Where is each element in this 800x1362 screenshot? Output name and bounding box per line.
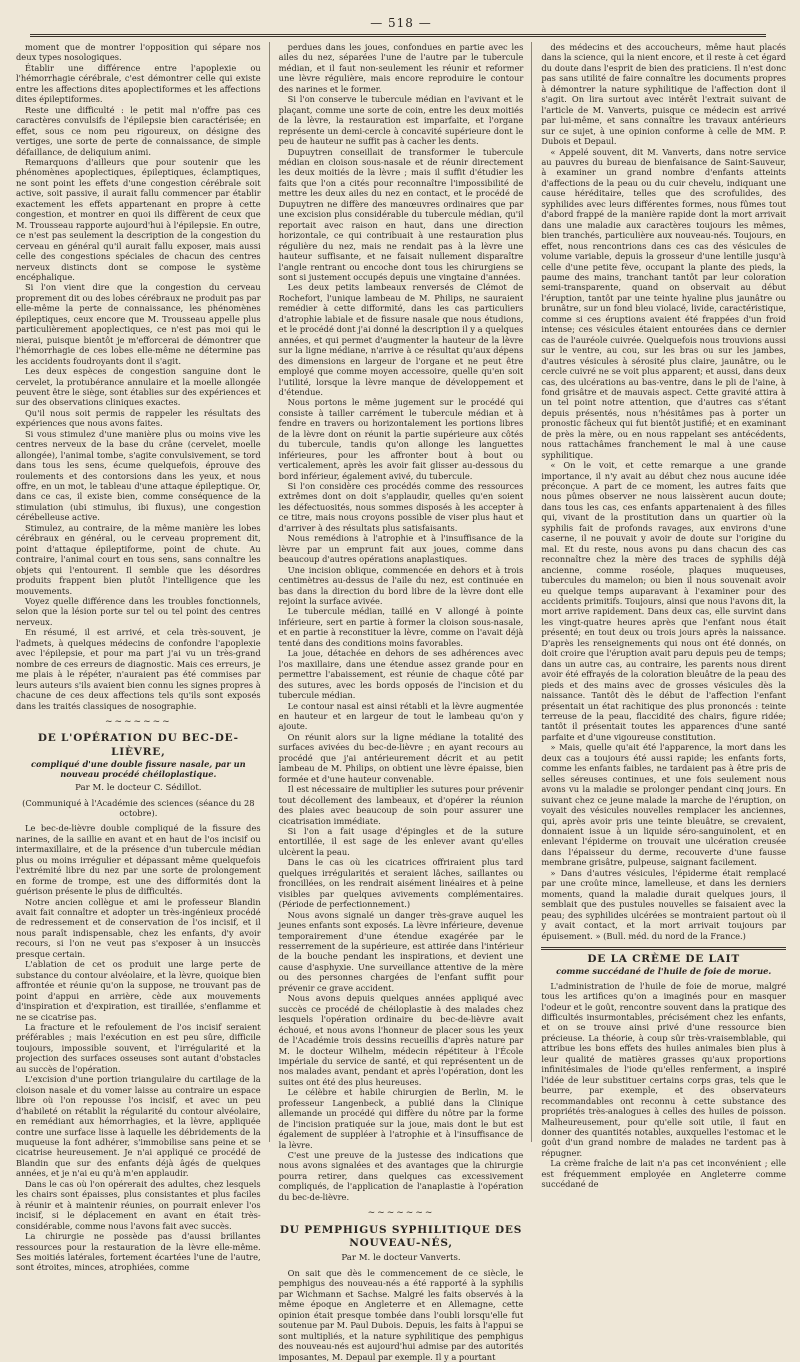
paragraph: La chirurgie ne possède pas d'aussi brillantes ressources pour la restauration de la lèvre elle-même. Ses moitiés latérales, fortement écartées l'une de l'autre, sont étroites, minces, atrophiées, comme — [16, 1231, 261, 1273]
paragraph: Nous portons le même jugement sur le procédé qui consiste à tailler carrément le tubercule médian et à fendre en travers ou horizontalement les portions libres de la lèvre dont on réunit la partie supérieure aux côtés du tubercule, tandis qu'on allonge les languettes inférieures, pour les affronter bout à bout ou verticalement, après les avoir fait glisser au-dessous du bord inférieur, également avivé, du tubercule. — [278, 397, 524, 481]
paragraph: On sait que dès le commencement de ce siècle, le pemphigus des nouveau-nés a été rapporté à la syphilis par Wichmann et Sachse. Malgré les faits observés à la même époque en Angleterre et en Allemagne, cette opinion était presque tombée dans l'oubli lorsqu'elle fut soutenue par M. Paul Dubois. Depuis, les faits à l'appui se sont multipliés, et la nature syphilitique des pemphigus des nouveau-nés est aujourd'hui admise par des autorités imposantes, M. Depaul par exemple. Il y a pourtant — [278, 1267, 524, 1362]
col3-article-body — [541, 981, 786, 1190]
article-heading — [541, 953, 786, 977]
paragraph: Une incision oblique, commencée en dehors et à trois centimètres au-dessus de l'aile du nez, est continuée en bas dans la direction du bord libre de la lèvre dont elle rejoint la surface avivée. — [278, 564, 524, 607]
paragraph: Nous avons signalé un danger très-grave auquel les jeunes enfants sont exposés. La lèvre inférieure, devenue temporairement d'une étendue exagérée par le resserrement de la supérieure, est attirée dans l'intérieur de la bouche pendant les inspirations, et devient une cause d'asphyxie. Une surveillance attentive de la mère ou des personnes chargées de l'enfant suffit pour prévenir ce grave accident. — [278, 909, 524, 993]
paragraph: Dans le cas où l'on opérerait des adultes, chez lesquels les chairs sont épaisses, plus consistantes et plus faciles à réunir et à maintenir réunies, on pourrait enlever l'os incisif, si le déplacement en avant en était très-considérable, comme nous l'avons fait avec succès. — [16, 1178, 261, 1231]
paragraph: Les deux petits lambeaux renversés de Clémot de Rochefort, l'unique lambeau de M. Philips, ne sauraient remédier à cette difformité, dans les cas particuliers d'atrophie labiale et de fissure nasale que nous étudions, et le procédé dont j'ai donné la description il y a quelques années, et qui permet d'augmenter la hauteur de la lèvre sur la ligne médiane, n'arrive à ce résultat qu'aux dépens des dimensions en largeur de l'organe et ne peut être employé que comme moyen accessoire, quelle qu'en soit l'utilité, lorsque la lèvre manque de développement et d'étendue. — [278, 282, 524, 397]
paragraph: Si l'on conserve le tubercule médian en l'avivant et le plaçant, comme une sorte de coin, entre les deux moitiés de la lèvre, la restauration est imparfaite, et l'organe représente un demi-cercle à concavité supérieure dont le peu de hauteur ne suffit pas à cacher les dents. — [278, 94, 524, 147]
col2-article-body — [279, 1268, 524, 1362]
paragraph: « Appelé souvent, dit M. Vanverts, dans notre service au pauvres du bureau de bienfaisance de Saint-Sauveur, à examiner un grand nombre d'enfants atteints d'affections de la peau ou du cuir chevelu, indiquant une cause héréditaire, telles que des scrofulides, des syphilides avec leurs différentes formes, nous fûmes tout d'abord frappé de la manière rapide dont la mort arrivait dans une maladie aux caractères toujours les mêmes, bien tranchés, particulière aux nouveau-nés. Toujours, en effet, nous rencontrions dans ces cas des vésicules de volume variable, depuis la grosseur d'une lentille jusqu'à celle d'une petite fève, occupant la plante des pieds, la paume des mains, tranchant tantôt par leur coloration semi-transparente, quand on observait au début l'éruption, tantôt par une teinte hyaline plus jaunâtre ou brunâtre, sur un fond bleu violacé, livide, caractéristique, comme si ces éruptions avaient été frappées d'un froid intense; ces vésicules étaient entourées dans ce dernier cas de l'auréole cuivrée. Quelquefois nous trouvions aussi sur le ventre, au cou, sur les bras ou sur les jambes, d'autres vésicules à sérosité plus claire, jaunâtre, ou le cercle cuivré ne se voit plus apparent; et aussi, dans deux cas, des ulcérations au bas-ventre, dans le pli de l'aine, à fond grisâtre et de mauvais aspect. Cette gravité attira à un tel point notre attention, que d'autres cas s'étant depuis présentés, nous n'hésitâmes pas à porter un pronostic fâcheux qui fut bientôt justifié; et en examinant de près la mère, ou en nous rappelant ses antécédents, nous rattachâmes franchement le mal à une cause syphilitique. — [541, 146, 787, 460]
paragraph: L'administration de l'huile de foie de morue, malgré tous les artifices qu'on a imaginés pour en masquer l'odeur et le goût, rencontre souvent dans la pratique des difficultés insurmontables, précisément chez les enfants, et on se trouve ainsi privé d'une ressource bien précieuse. La théorie, à coup sûr très-vraisemblable, qui attribue les bons effets des huiles animales bien plus à leur qualité de matières grasses qu'aux proportions infinitésimales de l'iode qu'elles renferment, a inspiré l'idée de leur substituer certains corps gras, tels que le beurre, par exemple, et des observateurs recommandables ont reconnu à cette substance des propriétés très-analogues à celles des huiles de poisson. Malheureusement, pour qu'elle soit utile, il faut en donner des quantités notables, auxquelles l'estomac et le goût d'un grand nombre de malades ne tardent pas à répugner. — [541, 980, 787, 1158]
paragraph: Dupuytren conseillait de transformer le tubercule médian en cloison sous-nasale et de réunir directement les deux moitiés de la lèvre ; mais il suffit d'étudier les faits que l'on a cités pour reconnaître l'impossibilité de mettre les deux ailes du nez en contact, et le procédé de Dupuytren ne diffère des manœuvres ordinaires que par une excision plus considérable du tubercule médian, qu'il reportait avec raison en haut, dans une direction horizontale, ce qui contribuait à une restauration plus régulière du nez, mais ne rendait pas à la lèvre une hauteur suffisante, et ne faisait nullement disparaître l'angle rentrant ou encoche dont tous les chirurgiens se sont si justement occupés depuis une vingtaine d'années. — [278, 146, 524, 282]
paragraph: On réunit alors sur la ligne médiane la totalité des surfaces avivées du bec-de-lièvre ; en ayant recours au procédé que j'ai antérieurement décrit et au petit lambeau de M. Philips, on obtient une lèvre épaisse, bien formée et d'une hauteur convenable. — [278, 731, 524, 784]
paragraph: Le célèbre et habile chirurgien de Berlin, M. le professeur Langenbeck, a publié dans la Clinique allemande un procédé qui diffère du nôtre par la forme de l'incision pratiquée sur la joue, mais dont le but est également de suppléer à l'atrophie et à l'insuffisance de la lèvre. — [278, 1087, 524, 1150]
paragraph: En résumé, il est arrivé, et cela très-souvent, je l'admets, à quelques médecins de confondre l'apoplexie avec l'épilepsie, et pour ma part j'ai vu un très-grand nombre de ces erreurs de diagnostic. Mais ces erreurs, je me plais à le répéter, n'auraient pas été commises par leurs auteurs s'ils avaient bien connu les signes propres à chacune de ces deux affections tels qu'ils sont exposés dans les traités classiques de nosographie. — [16, 627, 261, 711]
paragraph: Nous avons depuis quelques années appliqué avec succès ce procédé de chéiloplastie à des malades chez lesquels l'opération ordinaire du bec-de-lièvre avait échoué, et nous avons l'honneur de placer sous les yeux de l'Académie trois dessins recueillis d'après nature par M. le docteur Wilhelm, médecin répétiteur à l'École impériale du service de santé, et qui représentent un de nos malades avant, pendant et après l'opération, dont les suites ont été des plus heureuses. — [278, 993, 524, 1087]
column-3 — [541, 42, 787, 1190]
column-2 — [278, 42, 533, 1362]
paragraph: Établir une différence entre l'apoplexie ou l'hémorrhagie cérébrale, c'est démontrer celle qui existe entre les affections dites apoplectiformes et les affections dites épileptiformes. — [16, 62, 261, 105]
page-header — [16, 0, 786, 36]
paragraph: Dans le cas où les cicatrices offriraient plus tard quelques irrégularités et seraient lâches, saillantes ou froncillées, on les rendrait aisément linéaires et à peine visibles par quelques avivements complémentaires. (Période de perfectionnement.) — [278, 857, 524, 910]
paragraph: Il est nécessaire de multiplier les sutures pour prévenir tout décollement des lambeaux, et d'opérer la réunion des plaies avec beaucoup de soin pour assurer une cicatrisation immédiate. — [278, 784, 524, 826]
col3-body — [541, 42, 786, 941]
paragraph: » Dans d'autres vésicules, l'épiderme était remplacé par une croûte mince, lamelleuse, et dans les derniers moments, quand la maladie durait quelques jours, il semblait que des pustules nouvelles se faisaient avec la peau; des syphilides ulcérées se montraient partout où il y avait contact, et la mort arrivait toujours par épuisement. » (Bull. méd. du nord de la France.) — [541, 867, 787, 941]
paragraph: Si l'on considère ces procédés comme des ressources extrêmes dont on doit s'applaudir, quelles qu'en soient les défectuosités, nous sommes disposés à les accepter à ce titre, mais nous croyons possible de viser plus haut et d'arriver à des résultats plus satisfaisants. — [278, 481, 524, 533]
paragraph: L'ablation de cet os produit une large perte de substance du contour alvéolaire, et la lèvre, quoique bien affrontée et réunie qu'on la suppose, ne trouvant pas de point d'appui en arrière, cède aux mouvements d'inspiration et d'expiration, est tiraillée, s'enflamme et ne se cicatrise pas. — [16, 959, 261, 1022]
paragraph: « On le voit, et cette remarque a une grande importance, il n'y avait au début chez nous aucune idée préconçue. A part de ce moment, les autres faits que nous pûmes observer ne nous laissèrent aucun doute; dans tous les cas, ces enfants appartenaient à des filles qui, vivant de la prostitution dans un quartier où la syphilis fait de profonds ravages, aux environs d'une caserne, il ne pouvait y avoir de doute sur l'origine du mal. Et du reste, nous avons pu dans chacun des cas reconnaître chez la mère des traces de syphilis déjà ancienne, comme roséole, plaques muqueuses, tubercules du mamelon; ou bien il nous souvenait avoir eu quelque temps auparavant à l'examiner pour des accidents primitifs. Toujours, ainsi que nous l'avons dit, la mort arrive rapidement. Dans deux cas, elle survint dans les vingt-quatre heures après que l'enfant nous était présenté; en tout deux ou trois jours après la naissance. D'après les renseignements qui nous ont été donnés, on doit croire que l'éruption avait paru depuis peu de temps; dans un autre cas, au contraire, les parents nous dirent avoir été effrayés de la coloration bleuâtre de la peau des pieds et des mains avec de grosses vésicules dès la naissance. Tantôt dès le début de l'affection l'enfant présentait un état rachitique des plus prononcés : teinte terreuse de la peau, flaccidité des chairs, figure ridée; tantôt il présentait toutes les apparences d'une santé parfaite et d'une vigoureuse constitution. — [541, 460, 787, 742]
paragraph: Qu'il nous soit permis de rappeler les résultats des expériences que nous avons faites. — [16, 407, 261, 429]
col2-body — [279, 42, 524, 1202]
paragraph: Si l'on vient dire que la congestion du cerveau proprement dit ou des lobes cérébraux ne produit pas par elle-même la perte de connaissance, les phénomènes épileptiques, ceux encore que M. Trousseau appelle plus particulièrement apoplectiques, ce n'est pas moi qui le nierai, puisque bientôt je m'efforcerai de démontrer que l'hémorrhagie de ces lobes elle-même ne détermine pas les accidents foudroyants dont il s'agit. — [16, 282, 261, 366]
article-subtitle: compliqué d'une double fissure nasale, par un nouveau procédé chéiloplastique. — [31, 758, 246, 780]
paragraph: » Mais, quelle qu'ait été l'apparence, la mort dans les deux cas a toujours été aussi rapide; les enfants forts, comme les enfants faibles, ne tardaient pas à être pris de selles séreuses continues, et une fois seulement nous avons vu la maladie se prolonger pendant cinq jours. En suivant chez ce jeune malade la marche de l'éruption, on voyait des vésicules nouvelles remplacer les anciennes, qui, après avoir pris une teinte bleuâtre, se crevaient, donnaient issue à un liquide séro-sanguinolent, et en enlevant l'épiderme on trouvait une ulcération creusée dans l'épaisseur du derme, recouverte d'une fausse membrane grisâtre, pulpeuse, saignant facilement. — [541, 742, 787, 868]
article-byline: Par M. le docteur Vanverts. — [341, 1253, 461, 1264]
header-rule — [30, 34, 766, 37]
col1-body — [16, 42, 261, 711]
paragraph: L'excision d'une portion triangulaire du cartilage de la cloison nasale et du vomer laisse au contraire un espace libre où l'on repousse l'os incisif, et avec un peu d'habileté on rétablit la régularité du contour alvéolaire, en remédiant aux hémorrhagies, et la lèvre, appliquée contre une surface lisse à laquelle les débridements de la muqueuse la font adhérer, s'immobilise sans peine et se cicatrise heureusement. Je n'ai appliqué ce procédé de Blandin que sur des enfants déjà âgés de quelques années, et je n'ai eu qu'à m'en applaudir. — [16, 1074, 261, 1179]
text-columns — [16, 42, 787, 1362]
paragraph: moment que de montrer l'opposition qui sépare nos deux types nosologiques. — [16, 42, 261, 63]
paragraph: Le bec-de-lièvre double compliqué de la fissure des narines, de la saillie en avant et en haut de l'os incisif ou intermaxillaire, et de la présence d'un tubercule médian plus ou moins irrégulier et dépassant même quelquefois l'extrémité libre du nez par une sorte de prolongement en forme de trompe, est une des difformités dont la guérison présente le plus de difficultés. — [16, 823, 261, 897]
paragraph: Si vous stimulez d'une manière plus ou moins vive les centres nerveux de la base du crâne (cervelet, moelle allongée), l'animal tombe, s'agite convulsivement, se tord dans tous les sens, écume quelquefois, éprouve des roulements et des contorsions dans les yeux, et nous offre, en un mot, le tableau d'une attaque épileptique. Or, dans ce cas, il existe bien, comme conséquence de la stimulation (ubi stimulus, ibi fluxus), une congestion cérébelleuse active. — [16, 428, 261, 523]
paragraph: Remarquons d'ailleurs que pour soutenir que les phénomènes apoplectiques, épileptiques, éclamptiques, ne sont point les effets d'une congestion cérébrale soit active, soit passive, il aurait fallu commencer par établir exactement les effets appartenant en propre à cette congestion, et montrer en quoi ils diffèrent de ceux que M. Trousseau rapporte aujourd'hui à l'épilepsie. En outre, ce n'est pas seulement la description de la congestion du cerveau en général qu'il aurait fallu exposer, mais aussi celle des congestions spéciales de chacun des centres nerveux distincts dont se compose le système encéphalique. — [16, 156, 261, 282]
paragraph: La crème fraîche de lait n'a pas cet inconvénient ; elle est fréquemment employée en Angleterre comme succédané de — [541, 1158, 787, 1190]
paragraph: C'est une preuve de la justesse des indications que nous avons signalées et des avantages que la chirurgie pourra retirer, dans quelques cas excessivement compliqués, de l'application de l'anaplastie à l'opération du bec-de-lièvre. — [278, 1150, 524, 1202]
paragraph: La joue, détachée en dehors de ses adhérences avec l'os maxillaire, dans une étendue assez grande pour en permettre l'abaissement, est réunie de chaque côté par des sutures, avec les bords opposés de l'incision et du tubercule médian. — [278, 648, 524, 701]
paragraph: Voyez quelle différence dans les troubles fonctionnels, selon que la lésion porte sur tel ou tel point des centres nerveux. — [16, 596, 261, 627]
paragraph: Les deux espèces de congestion sanguine dont le cervelet, la protubérance annulaire et la moelle allongée peuvent être le siège, sont établies sur des expériences et sur des observations cliniques exactes. — [16, 366, 261, 408]
paragraph: Nous remédions à l'atrophie et à l'insuffisance de la lèvre par un emprunt fait aux joues, comme dans beaucoup d'autres opérations anaplastiques. — [278, 533, 524, 565]
article-title: DE LA CRÈME DE LAIT — [587, 952, 740, 965]
paragraph: Le contour nasal est ainsi rétabli et la lèvre augmentée en hauteur et en largeur de tout le lambeau qu'on y ajoute. — [278, 700, 524, 732]
paragraph: Reste une difficulté : le petit mal n'offre pas ces caractères convulsifs de l'épilepsie bien caractérisée; en effet, sous ce nom peu rigoureux, on désigne des vertiges, une sorte de perte de connaissance, de simple défaillance, de deliquium animi. — [16, 104, 261, 157]
article-subtitle: comme succédané de l'huile de foie de morue. — [556, 966, 772, 977]
paragraph: Stimulez, au contraire, de la même manière les lobes cérébraux en général, ou le cerveau proprement dit, point d'attaque épileptiforme, point de chute. Au contraire, l'animal court en tous sens, sans connaître les objets qui l'entourent. Il semble que les désordres produits frappent bien plutôt l'intelligence que les mouvements. — [16, 522, 261, 596]
section-ornament: ~~~~~~~ — [104, 717, 172, 727]
page-number: — 518 — — [370, 16, 432, 30]
paragraph: des médecins et des accoucheurs, même haut placés dans la science, qui la nient encore, et il reste à cet égard du doute dans l'esprit de bien des praticiens. Il n'est donc pas sans utilité de faire connaître les documents propres à démontrer la nature syphilitique de l'affection dont il s'agit. On lira surtout avec intérêt l'extrait suivant de l'article de M. Vanverts, puisque ce médecin est arrivé par lui-même, et sans connaître les travaux antérieurs sur ce sujet, à une opinion conforme à celle de MM. P. Dubois et Depaul. — [541, 42, 787, 147]
column-1 — [16, 42, 270, 1273]
paragraph: La fracture et le refoulement de l'os incisif seraient préférables ; mais l'exécution en est peu sûre, difficile toujours, impossible souvent, et l'irrégularité et la projection des surfaces osseuses sont autant d'obstacles au succès de l'opération. — [16, 1022, 261, 1074]
article-note: (Communiqué à l'Académie des sciences (séance du 28 octobre). — [22, 797, 255, 818]
section-ornament: ~~~~~~~ — [367, 1208, 435, 1219]
col1-article-body — [16, 823, 261, 1272]
article-heading — [16, 732, 261, 793]
paragraph: perdues dans les joues, confondues en partie avec les ailes du nez, séparées l'une de l'autre par le tubercule médian, et il faut non-seulement les réunir et reformer une lèvre régulière, mais encore reproduire le contour des narines et le former. — [278, 42, 524, 94]
section-rule — [541, 947, 786, 950]
paragraph: Si l'on a fait usage d'épingles et de la suture entortillée, il est sage de les enlever avant qu'elles ulcèrent la peau. — [278, 825, 524, 857]
article-title: DE L'OPÉRATION DU BEC-DE-LIÈVRE, — [37, 732, 239, 758]
article-byline: Par M. le docteur C. Sédillot. — [75, 782, 202, 793]
article-heading — [279, 1224, 524, 1264]
article-title: DU PEMPHIGUS SYPHILITIQUE DES NOUVEAU-NÉS, — [279, 1223, 523, 1249]
paragraph: Le tubercule médian, taillé en V allongé à pointe inférieure, sert en partie à former la cloison sous-nasale, et en partie à reconstituer la lèvre, comme on l'avait déjà tenté dans des conditions moins favorables. — [278, 606, 524, 648]
paragraph: Notre ancien collègue et ami le professeur Blandin avait fait connaître et adopter un très-ingénieux procédé de redressement et de conservation de l'os incisif, et il nous paraît indispensable, chez les enfants, d'y avoir recours, si l'on ne veut pas s'exposer à un insuccès presque certain. — [16, 896, 261, 959]
